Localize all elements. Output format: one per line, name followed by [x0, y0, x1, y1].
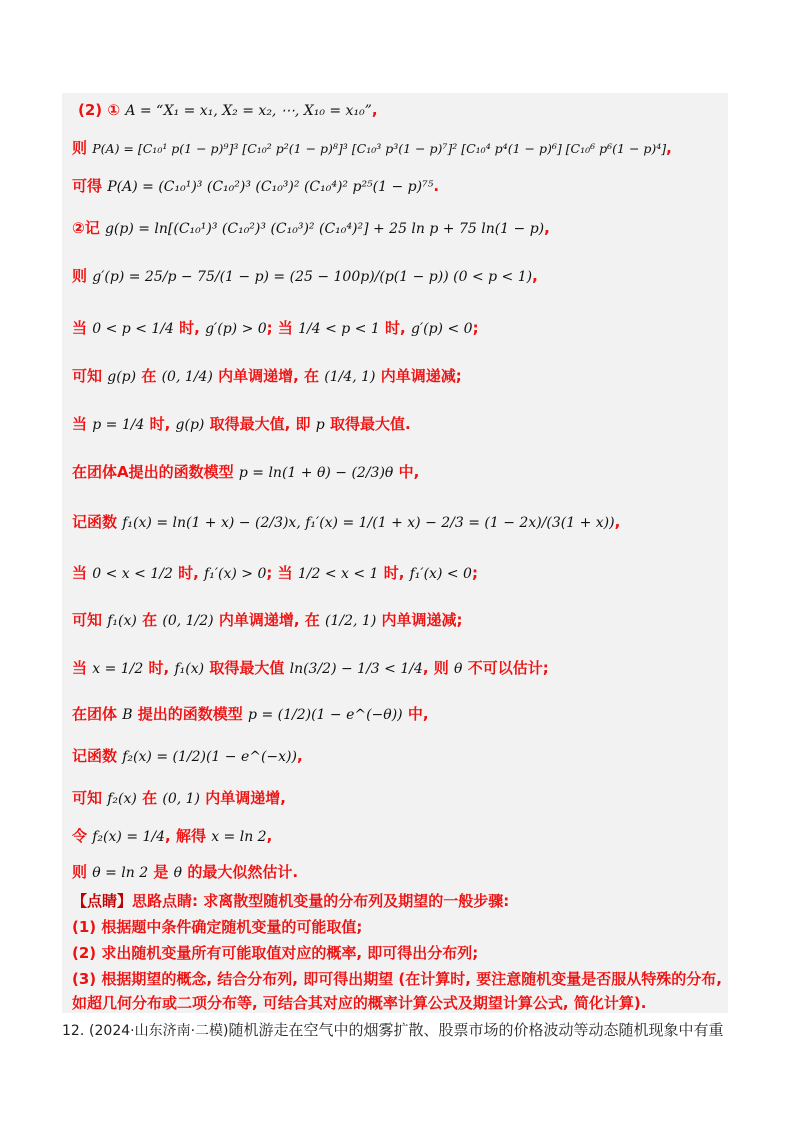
solution-line: 记函数 f₂(x) = (1/2)(1 − e^(−x)),: [72, 747, 303, 765]
problem-number: 12.: [62, 1023, 85, 1039]
comment-line: (1) 根据题中条件确定随机变量的可能取值;: [72, 918, 363, 936]
math-expression: f₁(x): [107, 613, 137, 629]
problem-source: (2024·山东济南·二模): [89, 1023, 229, 1039]
math-expression: A = “X₁ = x₁, X₂ = x₂, ⋯, X₁₀ = x₁₀”: [125, 103, 372, 119]
solution-line: 记函数 f₁(x) = ln(1 + x) − (2/3)x, f₁′(x) = 1/(1 + x) − 2/3 = (1 − 2x)/(3(1 + x)),: [72, 513, 621, 531]
math-expression: f₂(x) = 1/4: [92, 829, 166, 845]
math-expression: g(p): [175, 417, 205, 433]
solution-line: 则 g′(p) = 25/p − 75/(1 − p) = (25 − 100p)/(p(1 − p)) (0 < p < 1),: [72, 267, 538, 285]
math-expression: f₁(x) = ln(1 + x) − (2/3)x, f₁′(x) = 1/(1 + x) − 2/3 = (1 − 2x)/(3(1 + x)): [122, 515, 615, 531]
math-expression: g′(p) = 25/p − 75/(1 − p) = (25 − 100p)/(p(1 − p)) (0 < p < 1): [92, 269, 533, 285]
solution-line: 可知 f₁(x) 在 (0, 1/2) 内单调递增, 在 (1/2, 1) 内单调递减;: [72, 611, 463, 629]
math-expression: g(p) = ln[(C₁₀¹)³ (C₁₀²)³ (C₁₀³)² (C₁₀⁴)²] + 25 ln p + 75 ln(1 − p): [104, 221, 545, 237]
math-expression: f₂(x) = (1/2)(1 − e^(−x)): [122, 749, 297, 765]
math-expression: θ = ln 2: [92, 865, 149, 881]
math-expression: f₁(x): [174, 661, 205, 677]
solution-line: 可得 P(A) = (C₁₀¹)³ (C₁₀²)³ (C₁₀³)² (C₁₀⁴)² p²⁵(1 − p)⁷⁵.: [72, 177, 440, 195]
solution-line: 则 θ = ln 2 是 θ 的最大似然估计.: [72, 863, 299, 881]
math-expression: 1/4 < p < 1: [298, 321, 380, 337]
math-expression: f₂(x): [107, 791, 137, 807]
math-expression: g′(p) < 0: [410, 321, 473, 337]
math-expression: (1/2, 1): [325, 613, 377, 629]
math-expression: θ: [173, 865, 183, 881]
math-expression: (0, 1/2): [162, 613, 214, 629]
solution-line: 当 0 < p < 1/4 时, g′(p) > 0; 当 1/4 < p < 1 时, g′(p) < 0;: [72, 319, 479, 337]
comment-heading: 【点睛】思路点睛: 求离散型随机变量的分布列及期望的一般步骤:: [72, 892, 510, 910]
math-expression: B: [122, 707, 133, 723]
solution-line: 令 f₂(x) = 1/4, 解得 x = ln 2,: [72, 827, 273, 845]
comment-tag: 【点睛】: [72, 892, 133, 910]
math-expression: f₁′(x) < 0: [409, 566, 472, 582]
math-expression: 1/2 < x < 1: [297, 566, 379, 582]
solution-line: 可知 g(p) 在 (0, 1/4) 内单调递增, 在 (1/4, 1) 内单调递减;: [72, 367, 462, 385]
math-expression: p: [315, 417, 325, 433]
comment-line: (3) 根据期望的概念, 结合分布列, 即可得出期望 (在计算时, 要注意随机变量是否服从特殊的分布,: [72, 970, 722, 988]
math-expression: p = 1/4: [92, 417, 145, 433]
solution-line: 可知 f₂(x) 在 (0, 1) 内单调递增,: [72, 789, 286, 807]
math-expression: (0, 1/4): [161, 369, 213, 385]
math-expression: (1/4, 1): [324, 369, 376, 385]
solution-line: 当 0 < x < 1/2 时, f₁′(x) > 0; 当 1/2 < x < 1 时, f₁′(x) < 0;: [72, 564, 478, 582]
solution-line: (2) ① A = “X₁ = x₁, X₂ = x₂, ⋯, X₁₀ = x₁₀”,: [78, 101, 378, 119]
solution-line: 当 x = 1/2 时, f₁(x) 取得最大值 ln(3/2) − 1/3 < 1/4, 则 θ 不可以估计;: [72, 659, 549, 677]
math-expression: 0 < x < 1/2: [92, 566, 173, 582]
next-problem: [62, 1020, 724, 1041]
problem-text: 随机游走在空气中的烟雾扩散、股票市场的价格波动等动态随机现象中有重: [228, 1021, 724, 1039]
math-expression: 0 < p < 1/4: [92, 321, 174, 337]
math-expression: f₁′(x) > 0: [204, 566, 267, 582]
comment-line: 如超几何分布或二项分布等, 可结合其对应的概率计算公式及期望计算公式, 简化计算).: [72, 994, 647, 1012]
math-expression: θ: [454, 661, 463, 677]
math-expression: x = 1/2: [92, 661, 144, 677]
math-expression: p = ln(1 + θ) − (2/3)θ: [238, 465, 394, 481]
math-expression: P(A) = [C₁₀¹ p(1 − p)⁹]³ [C₁₀² p²(1 − p)⁸]³ [C₁₀³ p³(1 − p)⁷]² [C₁₀⁴ p⁴(1 − p)⁶] [C₁₀⁶ p⁶(1 − p)⁴]: [92, 141, 667, 156]
solution-line: ②记 g(p) = ln[(C₁₀¹)³ (C₁₀²)³ (C₁₀³)² (C₁₀⁴)²] + 25 ln p + 75 ln(1 − p),: [72, 219, 550, 237]
math-expression: x = ln 2: [211, 829, 267, 845]
comment-line: (2) 求出随机变量所有可能取值对应的概率, 即可得出分布列;: [72, 944, 479, 962]
math-expression: g(p): [107, 369, 137, 385]
solution-line: 当 p = 1/4 时, g(p) 取得最大值, 即 p 取得最大值.: [72, 415, 411, 433]
solution-line: 在团体A提出的函数模型 p = ln(1 + θ) − (2/3)θ 中,: [72, 463, 420, 481]
math-expression: g′(p) > 0: [205, 321, 267, 337]
solution-line: 则 P(A) = [C₁₀¹ p(1 − p)⁹]³ [C₁₀² p²(1 − p)⁸]³ [C₁₀³ p³(1 − p)⁷]² [C₁₀⁴ p⁴(1 − p)⁶] [C₁₀⁶ p⁶(1 − p)⁴],: [72, 139, 672, 157]
math-expression: p = (1/2)(1 − e^(−θ)): [248, 707, 403, 723]
solution-line: 在团体 B 提出的函数模型 p = (1/2)(1 − e^(−θ)) 中,: [72, 705, 429, 723]
math-expression: ln(3/2) − 1/3 < 1/4: [289, 661, 423, 677]
math-expression: (0, 1): [162, 791, 200, 807]
math-expression: P(A) = (C₁₀¹)³ (C₁₀²)³ (C₁₀³)² (C₁₀⁴)² p²⁵(1 − p)⁷⁵: [107, 179, 434, 195]
